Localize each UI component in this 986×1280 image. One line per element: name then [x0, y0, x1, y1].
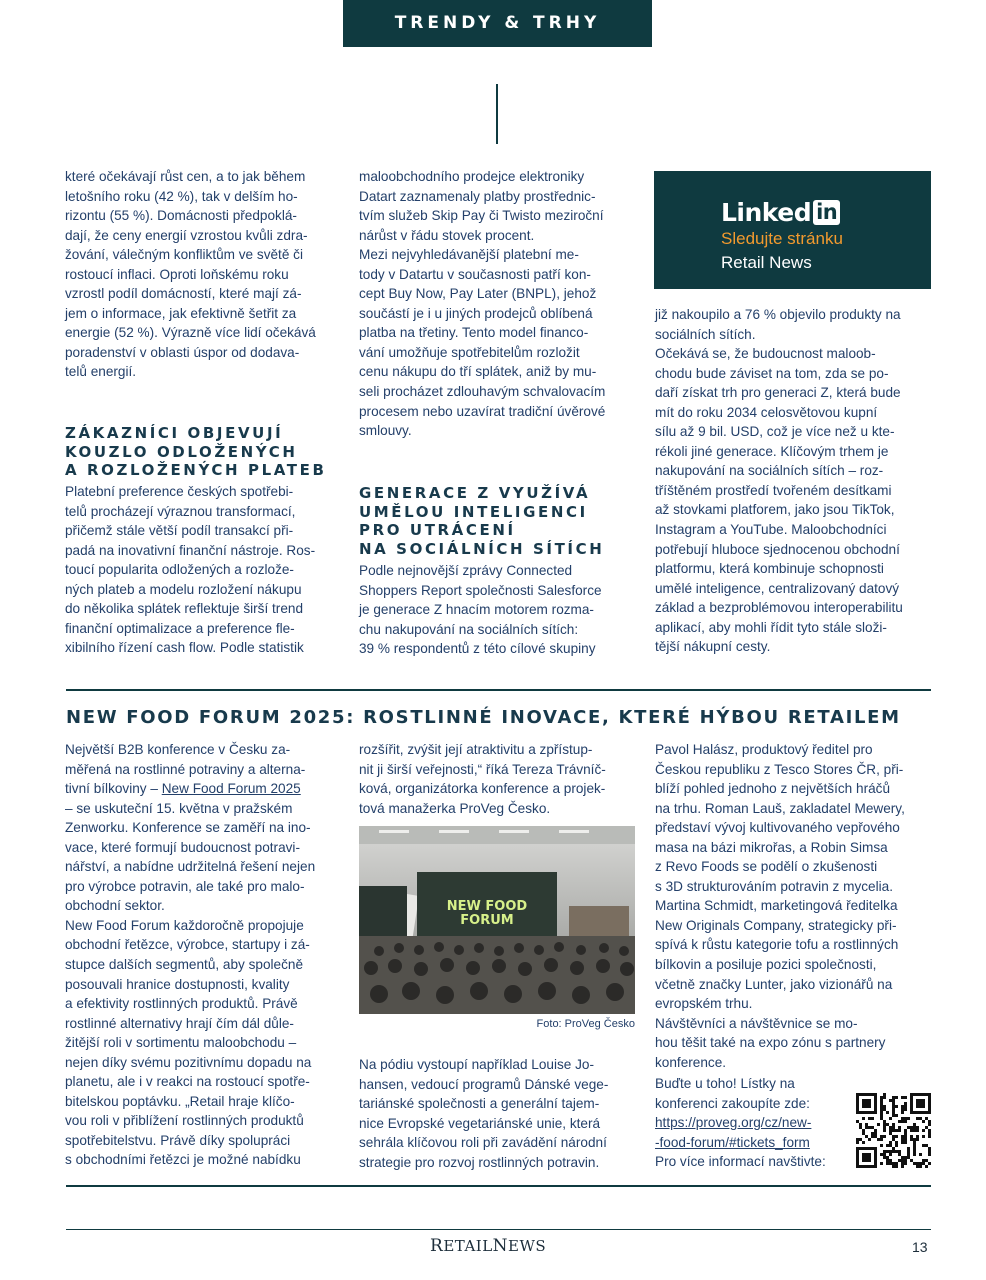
forum-tickets-text	[655, 1074, 855, 1172]
text-line: tová manažerka ProVeg Česko.	[359, 800, 551, 816]
text-line: tější nákupní cesty.	[655, 639, 771, 655]
text-line: maloobchodního prodejce elektroniky	[359, 169, 585, 184]
text-line: které očekávají růst cen, a to jak během	[65, 169, 306, 184]
text-line: smlouvy.	[359, 423, 412, 439]
text-line: obchodní sektor.	[65, 898, 165, 914]
text-line: vou roli v přiblížení rostlinných produktů	[65, 1113, 304, 1129]
text-line: Pro více informací navštivte:	[655, 1154, 826, 1170]
conference-photo	[359, 826, 635, 1014]
forum-column-2b	[359, 1055, 644, 1172]
text-line: spotřebitelstvu. Právě díky spolupráci	[65, 1132, 291, 1148]
text-line: potřebují hluboce sjednocenou obchodní	[655, 541, 900, 557]
text-line: procesem nebo uzavírat tradiční úvěrové	[359, 403, 606, 419]
text-line: cenu nákupu do tří splátek, aniž by mu-	[359, 364, 597, 380]
text-line: nice Evropské vegetariánské unie, která	[359, 1115, 601, 1131]
text-line: nářství, a nabídne udržitelná řešení nejen	[65, 859, 316, 875]
section-rule-top	[66, 689, 931, 691]
text-line: rostoucí inflaci. Oproti loňskému roku	[65, 266, 289, 282]
text-line: chodu bude záviset na tom, zda se po-	[655, 365, 889, 381]
text-line: Martina Schmidt, marketingová ředitelka	[655, 898, 898, 914]
text-line: tvím služeb Skip Pay či Twisto meziroční	[359, 208, 604, 224]
text-line: rozšířit, zvýšit její atraktivitu a zpřístup-	[359, 742, 593, 757]
text-line: žitější roli v sortimentu maloobchodu –	[65, 1035, 297, 1051]
text-line: hansen, vedoucí programů Dánské vege-	[359, 1076, 609, 1092]
text-line: Na pódiu vystoupí například Louise Jo-	[359, 1057, 595, 1072]
linkedin-logo: Linked in	[721, 198, 840, 227]
text-line: obchodní řetězce, výrobce, startupy i zá-	[65, 937, 310, 953]
heading-line: ZÁKAZNÍCI OBJEVUJÍ	[65, 424, 284, 442]
screen-text: FORUM	[460, 913, 514, 928]
text-line: Zenworku. Konference se zaměří na ino-	[65, 820, 311, 836]
text-line: přičemž stále větší podíl transakcí při-	[65, 523, 294, 539]
column-2-text	[359, 167, 639, 441]
text-line: měřená na rostlinné potraviny a alterna-	[65, 761, 306, 777]
text-line: poradenství v oblasti úspor od dodava-	[65, 344, 300, 360]
text-line: daří získat trh pro generaci Z, která bude	[655, 385, 901, 401]
heading-line: KOUZLO ODLOŽENÝCH	[65, 442, 298, 461]
photo-caption: Foto: ProVeg Česko	[536, 1018, 635, 1030]
text-line: žování, válečným konfliktům ve světě či	[65, 247, 303, 263]
text-line: a efektivity rostlinných produktů. Právě	[65, 996, 298, 1012]
linkedin-page-name: Retail News	[721, 253, 812, 272]
text-line: vzrostl podíl domácností, které mají zá-	[65, 286, 302, 302]
text-line: sehrála klíčovou roli při zavádění národní	[359, 1135, 607, 1151]
text-line: až stovkami platforem, jako jsou TikTok,	[655, 502, 895, 518]
text-line: New Food Forum každoročně propojuje	[65, 917, 304, 933]
text-line: jem o informace, jak efektivně šetřit za	[65, 305, 297, 321]
text-line: včetně značky Lunter, jako vizionářů na	[655, 976, 893, 992]
text-line: platba na třetiny. Tento model financo-	[359, 325, 589, 341]
text-line: aplikací, aby mohli řídit tyto stále složi-	[655, 619, 887, 635]
text-line: sociálních sítích.	[655, 326, 756, 342]
forum-link[interactable]: New Food Forum 2025	[161, 781, 301, 797]
text-line: s obchodními řetězci je možné nabídku	[65, 1152, 301, 1168]
text-line: konference.	[655, 1054, 727, 1070]
text-line: seli procházet zdlouhavým schvalovacím	[359, 384, 606, 400]
text-line: finanční optimalizace a preference fle-	[65, 620, 295, 636]
text-line: telů energií.	[65, 364, 137, 380]
text-line: rostlinné alternativy hrají čím dál důle-	[65, 1015, 294, 1031]
text-line: bílkovin a posiluje pozici společnosti,	[655, 957, 877, 973]
text-line: chu nakupování na sociálních sítích:	[359, 621, 579, 637]
linkedin-follow-text: Sledujte stránku	[721, 229, 843, 248]
text-line: masa na bázi mikrořas, a Robin Simsa	[655, 839, 888, 855]
column-3-text	[655, 305, 935, 657]
text-line: spívá k růstu kategorie tofu a rostlinných	[655, 937, 899, 953]
text-line: telů procházejí výraznou transformací,	[65, 503, 296, 519]
retail-news-logo: RETAILNEWS	[430, 1236, 547, 1256]
text-line: ných plateb a modelu rozložení nákupu	[65, 581, 302, 597]
text-line: strategie pro rozvoj rostlinných potravin.	[359, 1154, 600, 1170]
heading-line: NA SOCIÁLNÍCH SÍTÍCH	[359, 539, 605, 558]
text-line: tříštěném prostředí tvořeném desítkami	[655, 482, 892, 498]
text-line: rékoli jiné generace. Klíčovým trhem je	[655, 443, 889, 459]
text-line: Buďte u toho! Lístky na	[655, 1076, 795, 1091]
text-line: xibilního řízení cash flow. Podle statistik	[65, 640, 304, 656]
text-line: sílu až 9 bil. USD, což je více než u kte-	[655, 424, 895, 440]
heading-generace-z	[359, 484, 649, 558]
text-line: Českou republiku z Tesco Stores ČR, při-	[655, 761, 904, 777]
column-2-text-2	[359, 561, 639, 659]
heading-line: GENERACE Z VYUŽÍVÁ	[359, 484, 591, 502]
column-1-text	[65, 167, 345, 382]
text-line: do několika splátek reflektuje širší trend	[65, 601, 304, 617]
text-line: vace, které formují budoucnost potravi-	[65, 839, 300, 855]
text-line: konferenci zakoupíte zde:	[655, 1095, 810, 1111]
forum-column-3	[655, 740, 940, 1072]
text-line: Podle nejnovější zprávy Connected	[359, 563, 573, 578]
section-tag: TRENDY & TRHY	[343, 0, 652, 47]
text-line: nit ji širší veřejnosti,“ říká Tereza Trávníč-	[359, 761, 606, 777]
text-line: 39 % respondentů z této cílové skupiny	[359, 641, 596, 657]
text-line: vání umožňuje spotřebitelům rozložit	[359, 344, 580, 360]
text-line: tariánské společnosti a generální tajem-	[359, 1096, 600, 1112]
text-line: Největší B2B konference v Česku za-	[65, 742, 291, 757]
text-line: bitelskou poptávku. „Retail hraje klíčo-	[65, 1093, 295, 1109]
text-line: mít do roku 2034 celosvětovou kupní	[655, 404, 878, 420]
text-line: pro výrobce potravin, ale také pro malo-	[65, 878, 305, 894]
text-line: umělé inteligence, centralizovaný datový	[655, 580, 900, 596]
heading-line: UMĚLOU INTELIGENCI	[359, 502, 588, 521]
tickets-link[interactable]: -food-forum/#tickets_form	[655, 1134, 810, 1150]
text-line: hou těšit také na expo zónu s partnery	[655, 1035, 886, 1051]
linkedin-promo-box[interactable]	[654, 171, 931, 289]
text-line: toucí popularita odložených a rozlože-	[65, 562, 294, 578]
text-line: platformu, která kombinuje schopnosti	[655, 561, 884, 577]
text-line: blíží pohled jednoho z největších hráčů	[655, 781, 891, 797]
text-line: dají, že ceny energií vzrostou kvůli zdra-	[65, 227, 308, 243]
text-line: Instagram a YouTube. Maloobchodníci	[655, 522, 887, 538]
text-line: Datart zaznamenaly platby prostřednic-	[359, 188, 596, 204]
text-line: New Originals Company, strategicky při-	[655, 917, 897, 933]
text-line: Návštěvníci a návštěvnice se mo-	[655, 1015, 858, 1031]
text-line: Platební preference českých spotřebi-	[65, 484, 294, 499]
text-line: nárůst v řádu stovek procent.	[359, 227, 535, 243]
text-line: Mezi nejvyhledávanější platební me-	[359, 247, 579, 263]
text-line: rizontu (55 %). Domácnosti předpoklá-	[65, 208, 297, 224]
text-line: nakupování na sociálních sítích – roz-	[655, 463, 884, 479]
text-line: energie (52 %). Výrazně více lidí očekává	[65, 325, 316, 341]
text-line: Očekává se, že budoucnost maloob-	[655, 346, 876, 362]
text-line: Pavol Halász, produktový ředitel pro	[655, 742, 873, 757]
linkedin-in-icon: in	[813, 200, 840, 225]
text-line: stupce dalších segmentů, aby společně	[65, 957, 304, 973]
forum-column-1	[65, 740, 350, 1170]
text-line: s 3D strukturováním potravin z mycelia.	[655, 878, 893, 894]
page-number: 13	[912, 1239, 928, 1255]
text-line: součástí je i u jiných prodejců oblíbená	[359, 305, 593, 321]
text-line: tody v Datartu v současnosti patří kon-	[359, 266, 591, 282]
text-line: ková, organizátorka konference a projek-	[359, 781, 606, 797]
text-line: cept Buy Now, Pay Later (BNPL), jehož	[359, 286, 597, 302]
qr-code[interactable]	[856, 1093, 931, 1168]
section-rule-bottom	[66, 1185, 931, 1187]
footer-rule	[66, 1229, 931, 1230]
text-line: tivní bílkoviny – New Food Forum 2025	[65, 781, 301, 797]
divider-line	[496, 84, 498, 144]
text-line: nejen díky svému pozitivnímu dopadu na	[65, 1054, 312, 1070]
heading-zakaznici	[65, 424, 350, 480]
forum-title: NEW FOOD FORUM 2025: ROSTLINNÉ INOVACE, KTERÉ HÝBOU RETAILEM	[66, 707, 901, 728]
forum-column-2a	[359, 740, 644, 818]
text-line: již nakoupilo a 76 % objevilo produkty na	[655, 307, 901, 322]
text-line: na trhu. Roman Lauš, zakladatel Mewery,	[655, 800, 905, 816]
text-line: představí vývoj kultivovaného vepřového	[655, 820, 900, 836]
text-line: Shoppers Report společnosti Salesforce	[359, 582, 602, 598]
text-line: evropském trhu.	[655, 996, 753, 1012]
heading-line: PRO UTRÁCENÍ	[359, 521, 516, 539]
heading-line: A ROZLOŽENÝCH PLATEB	[65, 461, 327, 479]
text-line: je generace Z hnacím motorem rozma-	[359, 602, 594, 618]
text-line: planetu, ale i v reakci na rostoucí spotře-	[65, 1074, 310, 1090]
column-1-text-2	[65, 482, 345, 658]
text-line: posouvali hranice dostupnosti, kvality	[65, 976, 290, 992]
text-line: základ a bezproblémovou interoperabilitu	[655, 600, 903, 616]
text-line: padá na inovativní finanční nástroje. Ros-	[65, 542, 316, 558]
text-line: z Revo Foods se podělí o zkušenosti	[655, 859, 878, 875]
text-line: letošního roku (42 %), tak v delším ho-	[65, 188, 298, 204]
screen-text: NEW FOOD	[446, 899, 528, 914]
text-line: – se uskuteční 15. května v pražském	[65, 800, 293, 816]
tickets-link[interactable]: https://proveg.org/cz/new-	[655, 1115, 812, 1131]
